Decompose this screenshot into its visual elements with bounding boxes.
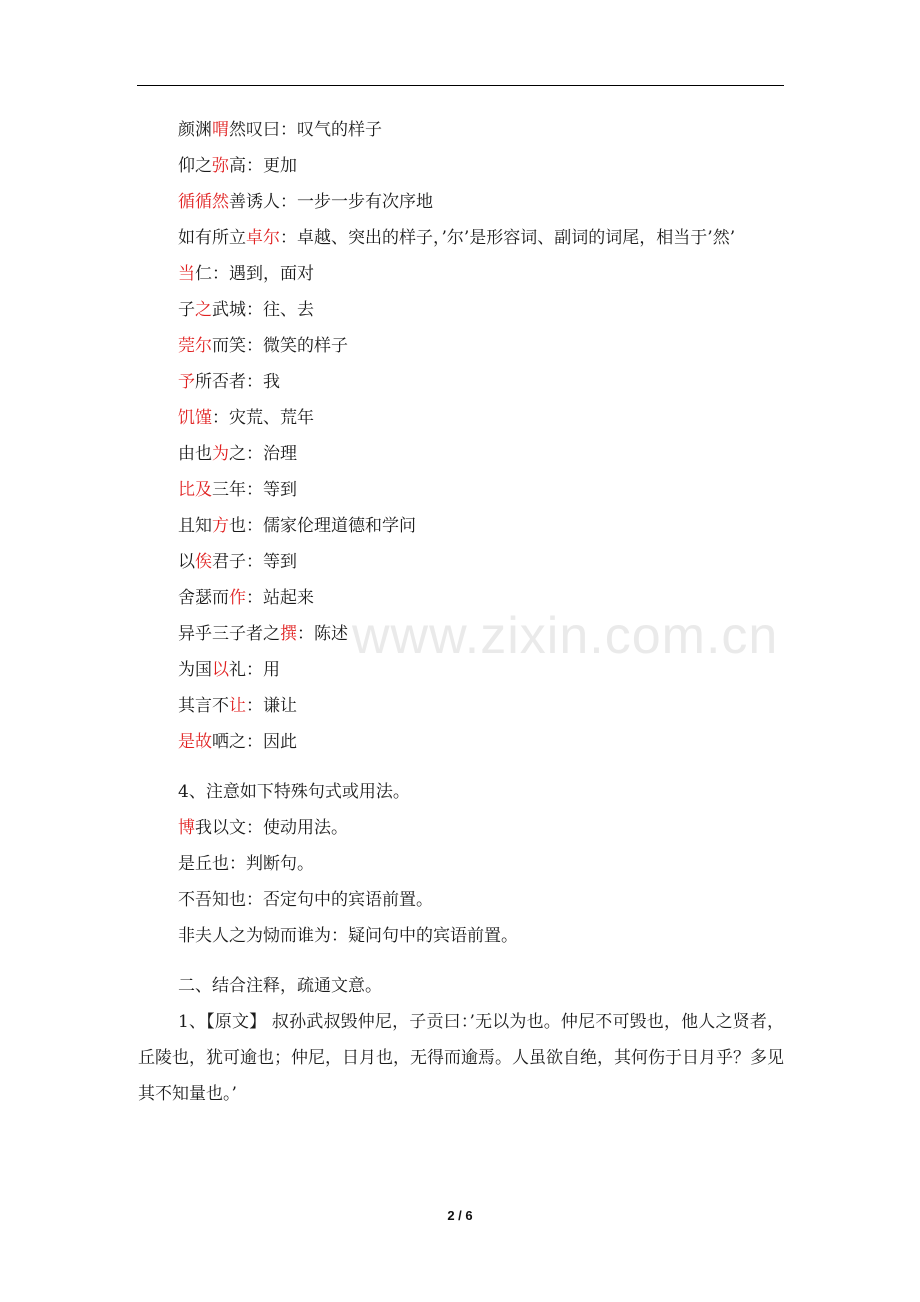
note-line <box>138 472 784 508</box>
note-text: 为国 <box>178 660 212 680</box>
note-text: 仰之 <box>178 156 212 176</box>
section-heading: 4、注意如下特殊句式或用法。 <box>178 782 410 802</box>
original-text-paragraph: 1、【原文】 叔孙武叔毁仲尼，子贡曰：’无以为也。仲尼不可毁也，他人之贤者，丘陵也，犹可逾也；仲尼，日月也，无得而逾焉。人虽欲自绝，其何伤于日月乎？多见其不知量也。’ <box>138 1012 784 1104</box>
note-text: 且知 <box>178 516 212 536</box>
highlighted-word: 撰 <box>280 624 297 644</box>
section-heading: 二、结合注释，疏通文意。 <box>178 976 382 996</box>
note-text: 然叹曰：叹气的样子 <box>229 120 382 140</box>
highlighted-word: 是故 <box>178 732 212 752</box>
usage-line <box>138 810 784 846</box>
highlighted-word: 博 <box>178 818 195 838</box>
note-text: ：卓越、突出的样子，’尔’是形容词、副词的词尾，相当于’然’ <box>280 228 736 248</box>
note-line <box>138 112 784 148</box>
highlighted-word: 为 <box>212 444 229 464</box>
highlighted-word: 之 <box>195 300 212 320</box>
usage-text: 我以文：使动用法。 <box>195 818 348 838</box>
note-text: 礼：用 <box>229 660 280 680</box>
note-text: 三年：等到 <box>212 480 297 500</box>
note-text: 舍瑟而 <box>178 588 229 608</box>
note-text: 君子：等到 <box>212 552 297 572</box>
note-text: 善诱人：一步一步有次序地 <box>229 192 433 212</box>
note-line <box>138 292 784 328</box>
note-line <box>138 256 784 292</box>
highlighted-word: 俟 <box>195 552 212 572</box>
highlighted-word: 莞尔 <box>178 336 212 356</box>
note-text: ：谦让 <box>246 696 297 716</box>
note-text: 颜渊 <box>178 120 212 140</box>
highlighted-word: 作 <box>229 588 246 608</box>
usage-line: 是丘也：判断句。 <box>178 854 314 874</box>
spacer <box>138 954 784 968</box>
page-number: 2 / 6 <box>447 1208 473 1223</box>
note-text: 而笑：微笑的样子 <box>212 336 348 356</box>
note-text: 武城：往、去 <box>212 300 314 320</box>
highlighted-word: 让 <box>229 696 246 716</box>
note-text: ：站起来 <box>246 588 314 608</box>
note-line <box>138 364 784 400</box>
highlighted-word: 循循然 <box>178 192 229 212</box>
usage-line: 不吾知也：否定句中的宾语前置。 <box>178 890 433 910</box>
spacer <box>138 760 784 774</box>
note-line <box>138 508 784 544</box>
watermark: www.zixin.com.cn <box>352 607 779 665</box>
note-line <box>138 436 784 472</box>
highlighted-word: 方 <box>212 516 229 536</box>
highlighted-word: 予 <box>178 372 195 392</box>
note-text: 以 <box>178 552 195 572</box>
note-text: 如有所立 <box>178 228 246 248</box>
highlighted-word: 喟 <box>212 120 229 140</box>
note-text: 其言不 <box>178 696 229 716</box>
note-line <box>138 688 784 724</box>
note-line <box>138 328 784 364</box>
note-line <box>138 724 784 760</box>
usage-line: 非夫人之为恸而谁为：疑问句中的宾语前置。 <box>178 926 518 946</box>
note-text: 异乎三子者之 <box>178 624 280 644</box>
note-text: 由也 <box>178 444 212 464</box>
note-text: 仁：遇到，面对 <box>195 264 314 284</box>
note-text: ：陈述 <box>297 624 348 644</box>
highlighted-word: 当 <box>178 264 195 284</box>
note-text: 子 <box>178 300 195 320</box>
highlighted-word: 以 <box>212 660 229 680</box>
note-paragraph <box>138 220 784 256</box>
note-text: 高：更加 <box>229 156 297 176</box>
highlighted-word: 弥 <box>212 156 229 176</box>
highlighted-word: 卓尔 <box>246 228 280 248</box>
highlighted-word: 饥馑 <box>178 408 212 428</box>
note-text: 之：治理 <box>229 444 297 464</box>
header-rule <box>137 85 784 86</box>
note-text: ：灾荒、荒年 <box>212 408 314 428</box>
note-line <box>138 544 784 580</box>
note-line <box>138 184 784 220</box>
note-text: 也：儒家伦理道德和学问 <box>229 516 416 536</box>
note-line <box>138 400 784 436</box>
note-line <box>138 148 784 184</box>
note-text: 所否者：我 <box>195 372 280 392</box>
note-text: 哂之：因此 <box>212 732 297 752</box>
highlighted-word: 比及 <box>178 480 212 500</box>
